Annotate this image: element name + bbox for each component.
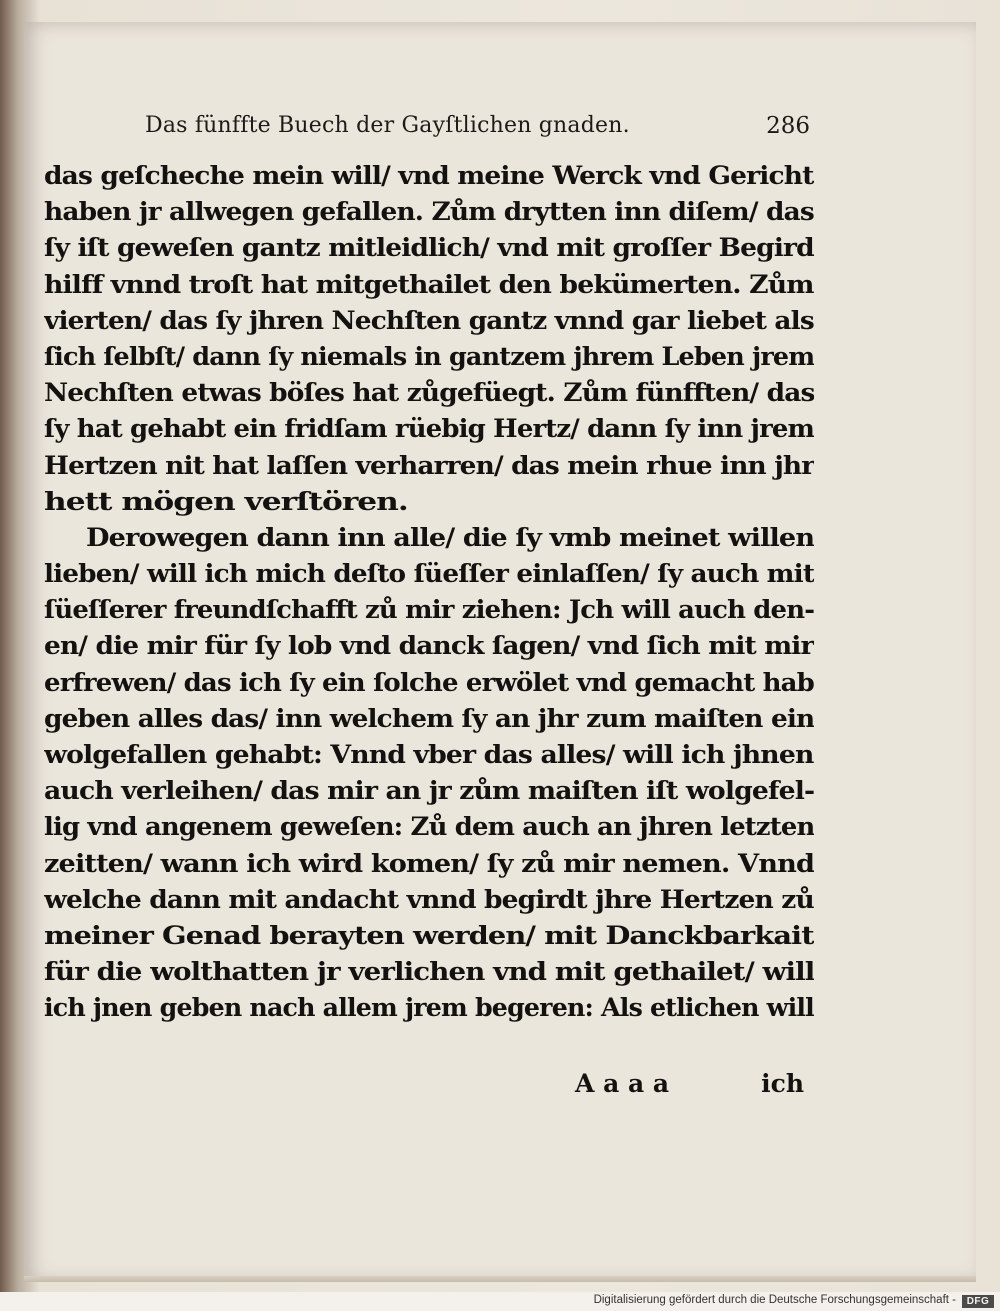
signature-mark: A a a a: [575, 1069, 670, 1098]
text-line: ſüeſſerer freundſchafft zů mir ziehen: Jch will auch den-: [44, 595, 814, 625]
text-line: wolgefallen gehabt: Vnnd vber das alles/ will ich jhnen: [44, 740, 814, 769]
page-edge: [24, 1276, 976, 1282]
text-line: Nechſten etwas böſes hat zůgefüegt. Zům fünfften/ das: [44, 378, 814, 408]
text-line: erfrewen/ das ich ſy ein ſolche erwölet vnd gemacht hab: [44, 667, 814, 697]
text-line: zeitten/ wann ich wird komen/ ſy zů mir nemen. Vnnd: [44, 848, 814, 878]
text-line: ſich ſelbſt/ dann ſy niemals in gantzem jhrem Leben jrem: [44, 341, 814, 371]
text-line: Derowegen dann inn alle/ die ſy vmb meinet willen: [86, 522, 814, 552]
text-line: welche dann mit andacht vnnd begirdt jhre Hertzen zů: [44, 884, 814, 914]
text-line: das geſcheche mein will/ vnd meine Werck vnd Gericht: [44, 161, 814, 190]
text-line: lieben/ will ich mich deſto ſüeſſer einlaſſen/ ſy auch mit: [44, 559, 814, 589]
dfg-logo-icon: DFG: [962, 1295, 994, 1308]
running-head-title: Das fünffte Buech der Gayſtlichen gnaden.: [145, 113, 630, 138]
text-line: en/ die mir für ſy lob vnd danck ſagen/ vnd ſich mit mir: [44, 631, 814, 661]
text-line: meiner Genad berayten werden/ mit Danckbarkait: [44, 920, 814, 950]
text-line: lig vnd angenem geweſen: Zů dem auch an jhren letzten: [44, 812, 814, 842]
text-line: für die wolthatten jr verlichen vnd mit gethailet/ will: [44, 957, 814, 987]
text-line: hett mögen verſtören.: [44, 486, 408, 516]
funding-credit: Digitalisierung gefördert durch die Deutsche Forschungsgemeinschaft -: [593, 1294, 956, 1306]
text-line: ſy hat gehabt ein fridſam rüebig Hertz/ dann ſy inn jrem: [44, 414, 814, 444]
body-text: [44, 158, 814, 1027]
paragraph-1: [44, 158, 814, 520]
page-number: 286: [766, 113, 810, 139]
text-line: auch verleihen/ das mir an jr zům maiſten iſt wolgefel-: [44, 776, 814, 806]
text-line: geben alles das/ inn welchem ſy an jhr zum maiſten ein: [44, 703, 814, 733]
catchline: [44, 1069, 814, 1109]
paragraph-2: [44, 520, 814, 1027]
text-line: haben jr allwegen gefallen. Zům drytten inn diſem/ das: [44, 197, 814, 227]
text-line: hilff vnnd troſt hat mitgethailet den bekümerten. Zům: [44, 269, 814, 299]
text-line: ich jnen geben nach allem jrem begeren: Als etlichen will: [44, 993, 814, 1023]
text-line: Hertzen nit hat laſſen verharren/ das mein rhue inn jhr: [44, 450, 814, 480]
catchword: ich: [761, 1069, 804, 1098]
footer-bar: [0, 1292, 1000, 1311]
text-line: vierten/ das ſy jhren Nechſten gantz vnnd gar liebet als: [44, 305, 814, 335]
text-line: ſy iſt geweſen gantz mitleidlich/ vnd mit groſſer Begird: [44, 233, 814, 263]
